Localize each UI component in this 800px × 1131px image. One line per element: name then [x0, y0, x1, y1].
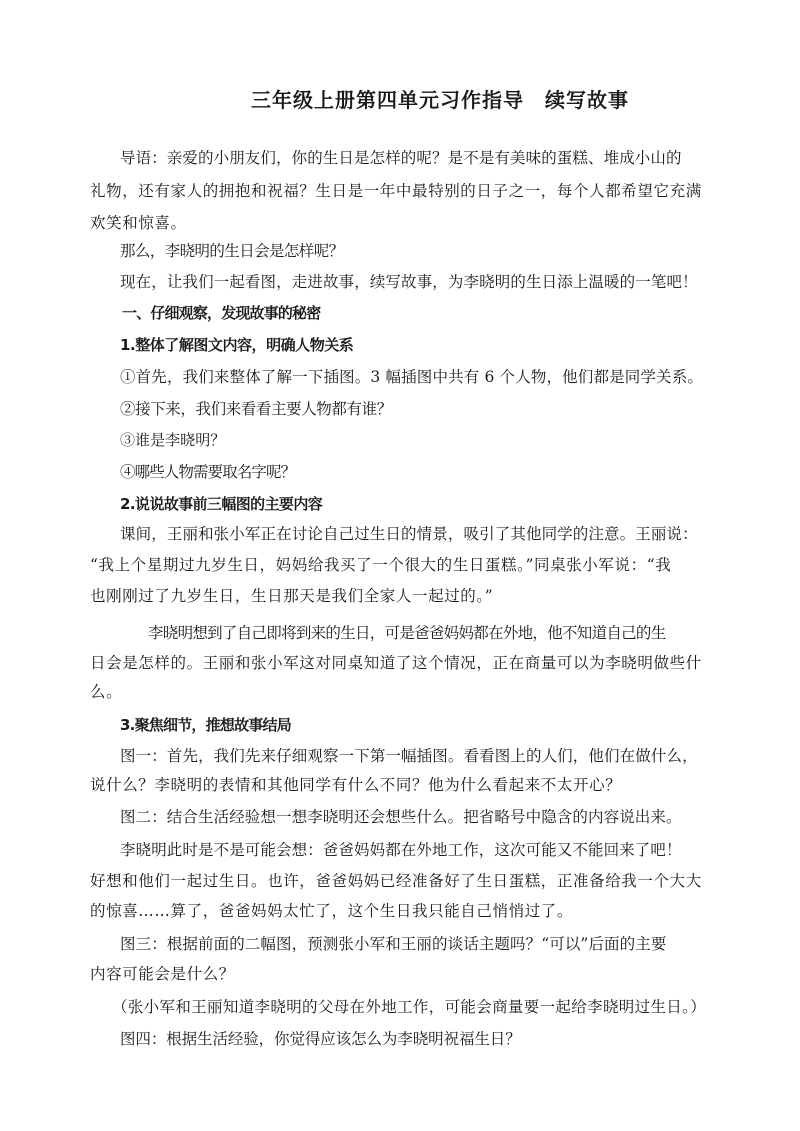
paragraph-line: 也刚刚过了九岁生日，生日那天是我们全家人一起过的。” [90, 587, 494, 605]
paragraph-line: 课间，王丽和张小军正在讨论自己过生日的情景，吸引了其他同学的注意。王丽说： [120, 525, 698, 543]
paragraph-line: 图一：首先，我们先来仔细观察一下第一幅插图。看看图上的人们，他们在做什么， [120, 747, 698, 765]
paragraph-line: 礼物，还有家人的拥抱和祝福？生日是一年中最特别的日子之一，每个人都希望它充满 [90, 182, 702, 200]
paragraph-line: 图二：结合生活经验想一想李晓明还会想些什么。把省略号中隐含的内容说出来。 [120, 808, 682, 826]
paragraph-line: ③谁是李晓明？ [120, 431, 226, 449]
paragraph-line: 李晓明想到了自己即将到来的生日，可是爸爸妈妈都在外地，他不知道自己的生 [148, 624, 666, 642]
paragraph-line: 现在，让我们一起看图，走进故事，续写故事，为李晓明的生日添上温暖的一笔吧！ [120, 273, 698, 291]
paragraph-line: ①首先，我们来整体了解一下插图。3 幅插图中共有 6 个人物，他们都是同学关系。 [120, 368, 704, 386]
paragraph-line: 导语：亲爱的小朋友们，你的生日是怎样的呢？是不是有美味的蛋糕、堆成小山的 [120, 149, 682, 167]
paragraph-line: 内容可能会是什么？ [90, 965, 235, 983]
subsection-heading: 3.聚焦细节，推想故事结局 [120, 716, 291, 734]
paragraph-line: 好想和他们一起过生日。也许，爸爸妈妈已经准备好了生日蛋糕，正准备给我一个大大 [90, 872, 702, 890]
paragraph-line: 李晓明此时是不是可能会想：爸爸妈妈都在外地工作，这次可能又不能回来了吧！ [120, 841, 682, 859]
subsection-heading: 2.说说故事前三幅图的主要内容 [120, 495, 323, 513]
paragraph-line: “我上个星期过九岁生日，妈妈给我买了一个很大的生日蛋糕。”同桌张小军说：“我 [90, 556, 672, 574]
paragraph-line: 那么，李晓明的生日会是怎样呢？ [120, 242, 344, 260]
paragraph-line: ②接下来，我们来看看主要人物都有谁？ [120, 400, 392, 418]
paragraph-line: 说什么？李晓明的表情和其他同学有什么不同？他为什么看起来不太开心？ [90, 776, 622, 794]
section-heading: 一、仔细观察，发现故事的秘密 [122, 304, 321, 322]
paragraph-line: （张小军和王丽知道李晓明的父母在外地工作，可能会商量要一起给李晓明过生日。） [112, 998, 707, 1016]
paragraph-line: 欢笑和惊喜。 [90, 214, 187, 232]
subsection-heading: 1.整体了解图文内容，明确人物关系 [120, 336, 354, 354]
paragraph-line: 的惊喜……算了，爸爸妈妈太忙了，这个生日我只能自己悄悄过了。 [90, 902, 574, 920]
paragraph-line: 么。 [90, 683, 123, 701]
document-title: 三年级上册第四单元习作指导 续写故事 [251, 88, 629, 112]
paragraph-line: ④哪些人物需要取名字呢？ [120, 463, 296, 481]
paragraph-line: 日会是怎样的。王丽和张小军这对同桌知道了这个情况，正在商量可以为李晓明做些什 [90, 654, 702, 672]
paragraph-line: 图三：根据前面的二幅图，预测张小军和王丽的谈话主题吗？“可以”后面的主要 [120, 935, 667, 953]
paragraph-line: 图四：根据生活经验，你觉得应该怎么为李晓明祝福生日？ [120, 1030, 521, 1048]
